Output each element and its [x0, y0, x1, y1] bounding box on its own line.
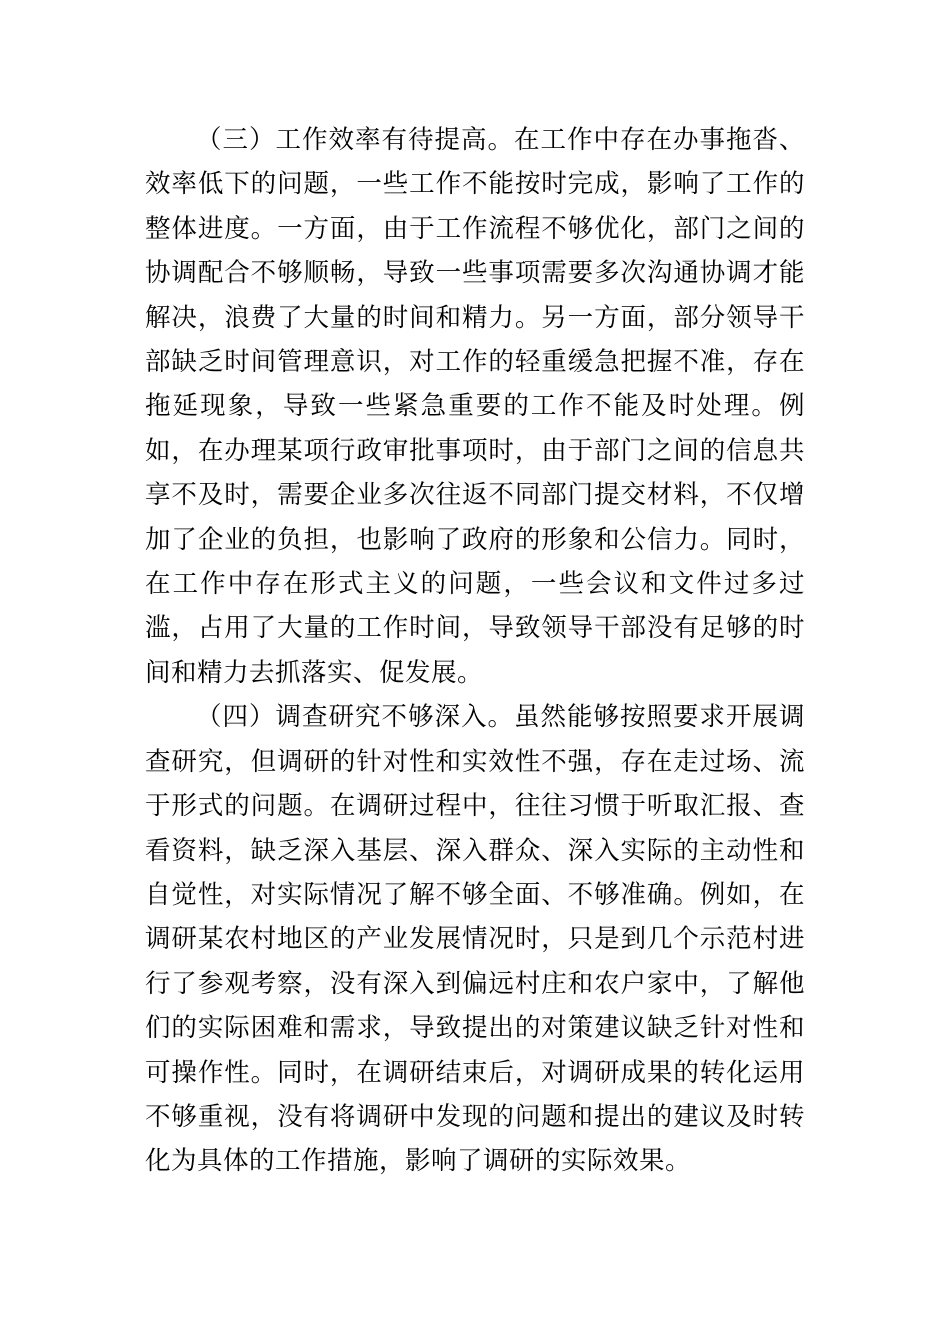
document-body [145, 118, 805, 1184]
paragraph-section-three: （三）工作效率有待提高。在工作中存在办事拖沓、效率低下的问题，一些工作不能按时完成，影响了工作的整体进度。一方面，由于工作流程不够优化，部门之间的协调配合不够顺畅，导致一些事项需要多次沟通协调才能解决，浪费了大量的时间和精力。另一方面，部分领导干部缺乏时间管理意识，对工作的轻重缓急把握不准，存在拖延现象，导致一些紧急重要的工作不能及时处理。例如，在办理某项行政审批事项时，由于部门之间的信息共享不及时，需要企业多次往返不同部门提交材料，不仅增加了企业的负担，也影响了政府的形象和公信力。同时，在工作中存在形式主义的问题，一些会议和文件过多过滥，占用了大量的工作时间，导致领导干部没有足够的时间和精力去抓落实、促发展。 [145, 125, 805, 688]
paragraph-section-four: （四）调查研究不够深入。虽然能够按照要求开展调查研究，但调研的针对性和实效性不强，存在走过场、流于形式的问题。在调研过程中，往往习惯于听取汇报、查看资料，缺乏深入基层、深入群众、深入实际的主动性和自觉性，对实际情况了解不够全面、不够准确。例如，在调研某农村地区的产业发展情况时，只是到几个示范村进行了参观考察，没有深入到偏远村庄和农户家中，了解他们的实际困难和需求，导致提出的对策建议缺乏针对性和可操作性。同时，在调研结束后，对调研成果的转化运用不够重视，没有将调研中发现的问题和提出的建议及时转化为具体的工作措施，影响了调研的实际效果。 [145, 702, 805, 1177]
